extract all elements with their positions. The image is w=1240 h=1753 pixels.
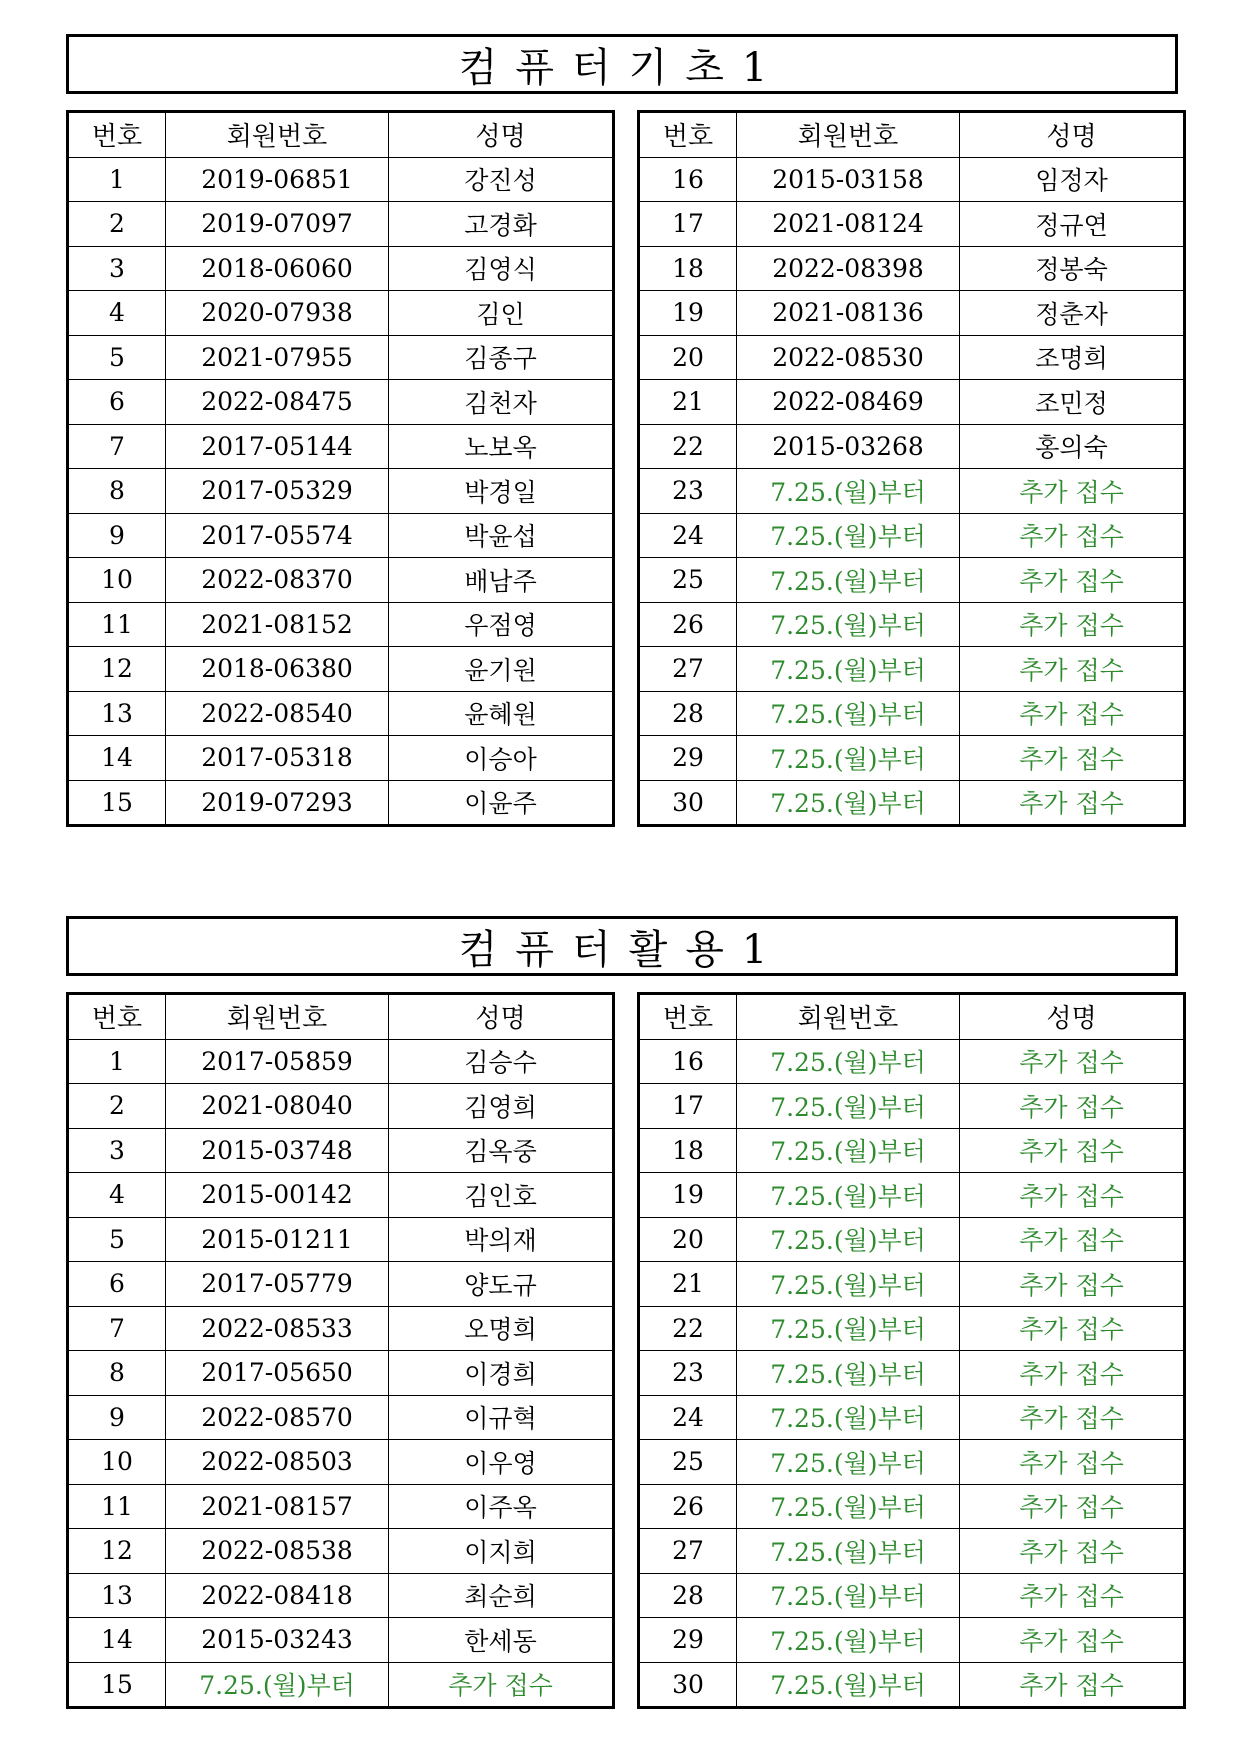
table-row [68,780,614,826]
member-name: 추가 접수 [960,1395,1185,1440]
table-row [68,1039,614,1084]
row-number: 30 [639,780,737,826]
table-row [68,1662,614,1708]
row-number: 29 [639,1618,737,1663]
member-id: 2022-08570 [166,1395,389,1440]
member-id: 7.25.(월)부터 [737,469,960,514]
header-name: 성명 [389,112,614,158]
table-row [639,246,1185,291]
row-number: 6 [68,1262,166,1307]
member-id: 2022-08503 [166,1440,389,1485]
member-name: 추가 접수 [960,513,1185,558]
member-id: 2015-00142 [166,1173,389,1218]
member-id: 2022-08540 [166,691,389,736]
table-row [639,157,1185,202]
member-id: 7.25.(월)부터 [737,602,960,647]
member-id: 2021-08124 [737,202,960,247]
member-name: 김영식 [389,246,614,291]
table-row [68,1484,614,1529]
row-number: 21 [639,1262,737,1307]
table-row [639,424,1185,469]
table-row [639,469,1185,514]
table-row [68,513,614,558]
member-name: 추가 접수 [960,647,1185,692]
member-name: 우점영 [389,602,614,647]
member-id: 2022-08530 [737,335,960,380]
member-name: 정춘자 [960,291,1185,336]
header-name: 성명 [960,994,1185,1040]
member-name: 추가 접수 [389,1662,614,1708]
member-id: 7.25.(월)부터 [737,1217,960,1262]
section-computer-basics [66,34,1178,834]
member-name: 이윤주 [389,780,614,826]
member-name: 추가 접수 [960,1529,1185,1574]
table-row [639,1039,1185,1084]
member-id: 7.25.(월)부터 [737,1306,960,1351]
row-number: 23 [639,1351,737,1396]
member-name: 이규혁 [389,1395,614,1440]
member-name: 김승수 [389,1039,614,1084]
row-number: 19 [639,1173,737,1218]
member-name: 윤혜원 [389,691,614,736]
member-id: 7.25.(월)부터 [737,1662,960,1708]
row-number: 11 [68,602,166,647]
member-id: 2018-06380 [166,647,389,692]
member-id: 7.25.(월)부터 [166,1662,389,1708]
row-number: 14 [68,1618,166,1663]
member-id: 2021-08040 [166,1084,389,1129]
member-name: 정규연 [960,202,1185,247]
member-name: 김인호 [389,1173,614,1218]
member-id: 7.25.(월)부터 [737,1484,960,1529]
member-name: 이우영 [389,1440,614,1485]
row-number: 22 [639,424,737,469]
member-id: 7.25.(월)부터 [737,1084,960,1129]
table-row [639,202,1185,247]
header-name: 성명 [960,112,1185,158]
header-row [639,994,1185,1040]
member-name: 추가 접수 [960,1039,1185,1084]
table-row [68,1440,614,1485]
table-row [639,1484,1185,1529]
row-number: 18 [639,1128,737,1173]
header-member-id: 회원번호 [737,112,960,158]
row-number: 12 [68,647,166,692]
member-name: 임정자 [960,157,1185,202]
row-number: 11 [68,1484,166,1529]
member-name: 김옥중 [389,1128,614,1173]
row-number: 14 [68,736,166,781]
row-number: 24 [639,513,737,558]
table-row [639,1395,1185,1440]
member-name: 추가 접수 [960,1484,1185,1529]
member-name: 조명희 [960,335,1185,380]
table-row [68,469,614,514]
member-name: 박경일 [389,469,614,514]
member-name: 양도규 [389,1262,614,1307]
header-member-id: 회원번호 [166,994,389,1040]
table-row [639,1262,1185,1307]
member-id: 7.25.(월)부터 [737,1173,960,1218]
row-number: 3 [68,246,166,291]
member-id: 7.25.(월)부터 [737,1128,960,1173]
table-row [68,1529,614,1574]
row-number: 20 [639,1217,737,1262]
member-id: 2021-08136 [737,291,960,336]
header-no: 번호 [68,112,166,158]
member-id: 2015-01211 [166,1217,389,1262]
member-name: 김인 [389,291,614,336]
member-name: 추가 접수 [960,1173,1185,1218]
header-name: 성명 [389,994,614,1040]
row-number: 26 [639,1484,737,1529]
section-computer-application [66,916,1178,1716]
row-number: 13 [68,691,166,736]
member-id: 2021-08152 [166,602,389,647]
member-name: 추가 접수 [960,1262,1185,1307]
table-row [639,1618,1185,1663]
table-row [639,1217,1185,1262]
table-row [68,157,614,202]
member-id: 2015-03243 [166,1618,389,1663]
row-number: 9 [68,1395,166,1440]
member-name: 추가 접수 [960,736,1185,781]
member-id: 2017-05859 [166,1039,389,1084]
member-id: 7.25.(월)부터 [737,513,960,558]
member-id: 2017-05574 [166,513,389,558]
member-id: 2022-08418 [166,1573,389,1618]
member-id: 2017-05650 [166,1351,389,1396]
row-number: 5 [68,335,166,380]
row-number: 27 [639,1529,737,1574]
member-id: 2015-03268 [737,424,960,469]
member-id: 7.25.(월)부터 [737,736,960,781]
row-number: 28 [639,1573,737,1618]
member-id: 2019-07293 [166,780,389,826]
header-member-id: 회원번호 [737,994,960,1040]
row-number: 28 [639,691,737,736]
table-row [68,424,614,469]
row-number: 26 [639,602,737,647]
table-row [68,691,614,736]
row-number: 18 [639,246,737,291]
member-name: 추가 접수 [960,780,1185,826]
table-row [68,1395,614,1440]
row-number: 5 [68,1217,166,1262]
roster-table-left [66,110,615,827]
member-name: 추가 접수 [960,602,1185,647]
row-number: 2 [68,202,166,247]
table-row [68,558,614,603]
header-row [639,112,1185,158]
member-id: 2022-08475 [166,380,389,425]
row-number: 2 [68,1084,166,1129]
table-row [68,647,614,692]
row-number: 9 [68,513,166,558]
table-row [639,1440,1185,1485]
member-id: 2017-05779 [166,1262,389,1307]
table-row [68,1351,614,1396]
member-id: 2022-08538 [166,1529,389,1574]
member-id: 2022-08533 [166,1306,389,1351]
header-no: 번호 [68,994,166,1040]
table-row [68,1306,614,1351]
member-id: 7.25.(월)부터 [737,558,960,603]
table-row [68,291,614,336]
row-number: 1 [68,1039,166,1084]
row-number: 7 [68,424,166,469]
member-name: 이주옥 [389,1484,614,1529]
table-row [639,691,1185,736]
row-number: 29 [639,736,737,781]
row-number: 27 [639,647,737,692]
member-id: 7.25.(월)부터 [737,647,960,692]
table-row [68,335,614,380]
member-name: 윤기원 [389,647,614,692]
member-name: 강진성 [389,157,614,202]
member-name: 박의재 [389,1217,614,1262]
member-name: 최순희 [389,1573,614,1618]
row-number: 17 [639,202,737,247]
member-name: 박윤섭 [389,513,614,558]
member-id: 7.25.(월)부터 [737,1262,960,1307]
member-id: 7.25.(월)부터 [737,1529,960,1574]
table-row [68,1084,614,1129]
member-name: 고경화 [389,202,614,247]
member-name: 오명희 [389,1306,614,1351]
member-name: 추가 접수 [960,1573,1185,1618]
row-number: 8 [68,1351,166,1396]
member-name: 추가 접수 [960,1440,1185,1485]
row-number: 13 [68,1573,166,1618]
row-number: 20 [639,335,737,380]
table-row [639,513,1185,558]
table-row [68,602,614,647]
member-id: 7.25.(월)부터 [737,1440,960,1485]
row-number: 8 [68,469,166,514]
row-number: 4 [68,291,166,336]
section-title: 컴퓨터활용1 [66,916,1178,976]
table-row [68,1618,614,1663]
member-id: 2022-08398 [737,246,960,291]
member-name: 조민정 [960,380,1185,425]
table-row [639,291,1185,336]
row-number: 16 [639,1039,737,1084]
roster-table-right [637,110,1186,827]
member-name: 정봉숙 [960,246,1185,291]
member-name: 추가 접수 [960,1351,1185,1396]
row-number: 19 [639,291,737,336]
header-row [68,994,614,1040]
member-name: 추가 접수 [960,1128,1185,1173]
member-id: 7.25.(월)부터 [737,1395,960,1440]
row-number: 22 [639,1306,737,1351]
table-row [639,780,1185,826]
member-name: 이경희 [389,1351,614,1396]
table-row [639,1573,1185,1618]
member-name: 이지희 [389,1529,614,1574]
member-id: 7.25.(월)부터 [737,1573,960,1618]
table-row [68,246,614,291]
table-row [639,558,1185,603]
member-id: 2019-06851 [166,157,389,202]
member-id: 2021-08157 [166,1484,389,1529]
member-id: 2015-03158 [737,157,960,202]
table-row [639,602,1185,647]
row-number: 23 [639,469,737,514]
row-number: 12 [68,1529,166,1574]
member-name: 김영희 [389,1084,614,1129]
member-id: 2020-07938 [166,291,389,336]
row-number: 16 [639,157,737,202]
table-row [639,1128,1185,1173]
member-id: 2015-03748 [166,1128,389,1173]
row-number: 10 [68,1440,166,1485]
table-row [68,1262,614,1307]
header-member-id: 회원번호 [166,112,389,158]
table-row [639,736,1185,781]
member-name: 추가 접수 [960,558,1185,603]
roster-tables [66,992,1178,1716]
member-name: 노보옥 [389,424,614,469]
member-id: 2022-08370 [166,558,389,603]
table-row [68,1128,614,1173]
row-number: 4 [68,1173,166,1218]
member-id: 7.25.(월)부터 [737,1039,960,1084]
table-row [639,335,1185,380]
table-row [639,1351,1185,1396]
row-number: 15 [68,1662,166,1708]
table-row [639,1173,1185,1218]
row-number: 30 [639,1662,737,1708]
roster-table-left [66,992,615,1709]
table-row [68,1573,614,1618]
row-number: 21 [639,380,737,425]
table-row [68,1173,614,1218]
table-row [639,647,1185,692]
member-id: 7.25.(월)부터 [737,1351,960,1396]
member-id: 7.25.(월)부터 [737,780,960,826]
row-number: 10 [68,558,166,603]
member-id: 2019-07097 [166,202,389,247]
member-name: 추가 접수 [960,1618,1185,1663]
table-row [639,380,1185,425]
header-row [68,112,614,158]
roster-tables [66,110,1178,834]
row-number: 15 [68,780,166,826]
member-name: 추가 접수 [960,691,1185,736]
row-number: 17 [639,1084,737,1129]
member-name: 홍의숙 [960,424,1185,469]
section-title: 컴퓨터기초1 [66,34,1178,94]
header-no: 번호 [639,994,737,1040]
roster-table-right [637,992,1186,1709]
table-row [639,1662,1185,1708]
member-name: 추가 접수 [960,1217,1185,1262]
member-id: 2017-05329 [166,469,389,514]
table-row [639,1306,1185,1351]
header-no: 번호 [639,112,737,158]
member-name: 한세동 [389,1618,614,1663]
member-id: 7.25.(월)부터 [737,691,960,736]
row-number: 6 [68,380,166,425]
member-id: 2017-05144 [166,424,389,469]
member-name: 이승아 [389,736,614,781]
member-id: 2021-07955 [166,335,389,380]
member-name: 추가 접수 [960,1084,1185,1129]
member-id: 2017-05318 [166,736,389,781]
row-number: 24 [639,1395,737,1440]
table-row [68,380,614,425]
member-name: 추가 접수 [960,1306,1185,1351]
table-row [68,1217,614,1262]
table-row [639,1084,1185,1129]
row-number: 7 [68,1306,166,1351]
row-number: 25 [639,558,737,603]
member-name: 김종구 [389,335,614,380]
member-name: 추가 접수 [960,469,1185,514]
table-row [68,202,614,247]
row-number: 3 [68,1128,166,1173]
table-row [68,736,614,781]
table-row [639,1529,1185,1574]
row-number: 1 [68,157,166,202]
member-id: 7.25.(월)부터 [737,1618,960,1663]
member-name: 추가 접수 [960,1662,1185,1708]
member-id: 2022-08469 [737,380,960,425]
row-number: 25 [639,1440,737,1485]
member-id: 2018-06060 [166,246,389,291]
member-name: 배남주 [389,558,614,603]
member-name: 김천자 [389,380,614,425]
